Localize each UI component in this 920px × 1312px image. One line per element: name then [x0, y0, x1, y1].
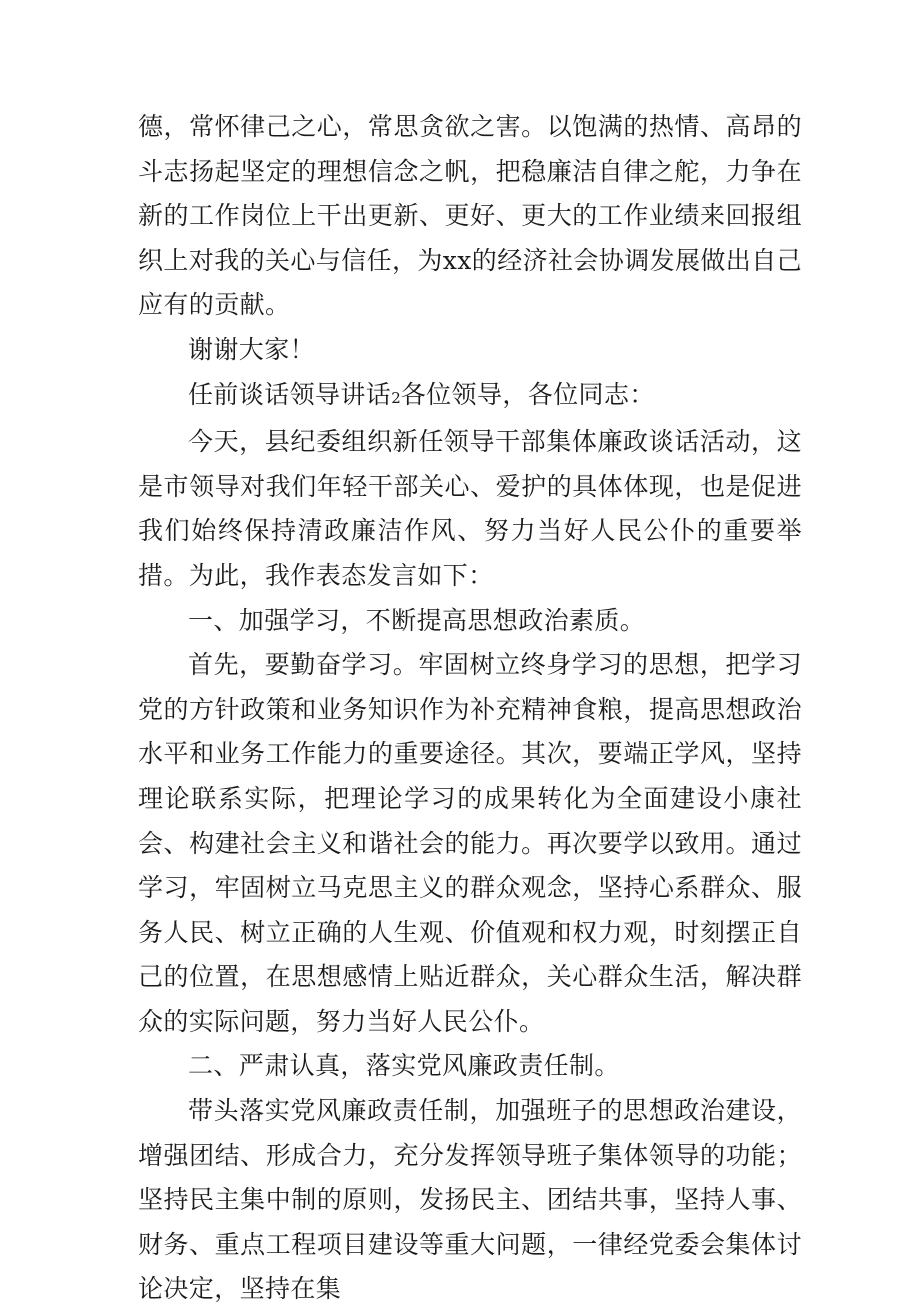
salutation-text: 各位领导，各位同志：: [400, 379, 655, 409]
section-heading-2: 二、严肃认真，落实党风廉政责任制。: [188, 1051, 620, 1081]
paragraph-intro: 今天，县纪委组织新任领导干部集体廉政谈话活动，这是市领导对我们年轻干部关心、爱护的具体体现，也是促进我们始终保持清政廉洁作风、努力当好人民公仆的重要举措。为此，我作表态发言如下：: [138, 427, 802, 590]
paragraph-study: 首先，要勤奋学习。牢固树立终身学习的思想，把学习党的方针政策和业务知识作为补充精神食粮，提高思想政治水平和业务工作能力的重要途径。其次，要端正学风，坚持理论联系实际，把理论学习的成果转化为全面建设小康社会、构建社会主义和谐社会的能力。再次要学以致用。通过学习，牢固树立马克思主义的群众观念，坚持心系群众、服务人民、树立正确的人生观、价值观和权力观，时刻摆正自己的位置，在思想感情上贴近群众，关心群众生活，解决群众的实际问题，努力当好人民公仆。: [138, 650, 802, 1036]
paragraph-thanks: 谢谢大家！: [188, 334, 316, 364]
speech-title-text: 任前谈话领导讲话: [188, 379, 392, 409]
paragraph-responsibility: 带头落实党风廉政责任制，加强班子的思想政治建设，增强团结、形成合力，充分发挥领导班子集体领导的功能；坚持民主集中制的原则，发扬民主、团结共事，坚持人事、财务、重点工程项目建设等重大问题，一律经党委会集体讨论决定，坚持在集: [138, 1096, 802, 1304]
speech-number: 2: [391, 388, 401, 407]
document-body: [138, 105, 802, 1312]
paragraph-continuation: 德，常怀律己之心，常思贪欲之害。以饱满的热情、高昂的斗志扬起坚定的理想信念之帆，把稳廉洁自律之舵，力争在新的工作岗位上干出更新、更好、更大的工作业绩来回报组织上对我的关心与信任，为xx的经济社会协调发展做出自己应有的贡献。: [138, 112, 803, 320]
section-heading-1: 一、加强学习，不断提高思想政治素质。: [188, 605, 646, 635]
paragraph-speech-heading: [138, 373, 802, 421]
